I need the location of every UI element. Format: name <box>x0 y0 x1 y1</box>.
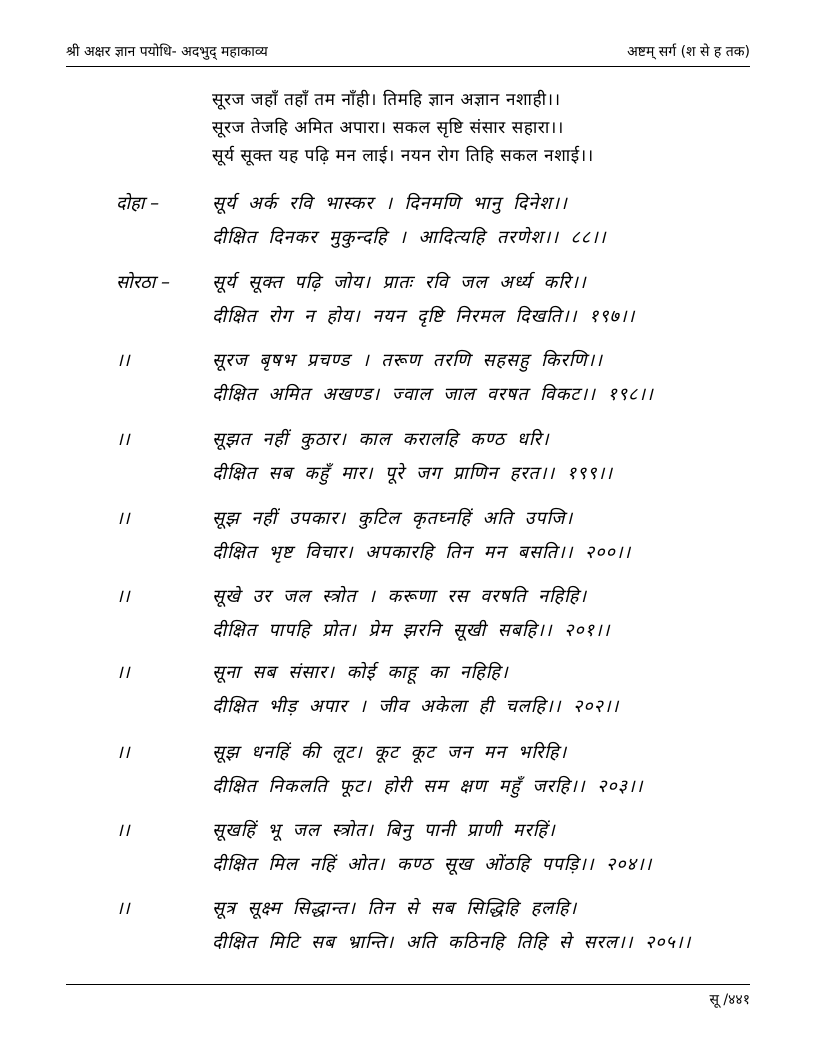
verse-line: सूझत नहीं कुठार। काल करालहि कण्ठ धरि। <box>212 429 550 450</box>
verse-line: दीक्षित भृष्ट विचार। अपकारहि तिन मन बसति।। २००।। <box>212 542 632 563</box>
verse-line: दीक्षित दिनकर मुकुन्दहि । आदित्यहि तरणेश।। ८८।। <box>212 227 607 248</box>
header-divider <box>66 66 750 67</box>
verse-soratha <box>116 266 736 334</box>
verse-label: ।। <box>116 662 130 683</box>
verse-line: दीक्षित सब कहुँ मार। पूरे जग प्राणिन हरत।। १९९।। <box>212 463 613 484</box>
verse-200 <box>116 502 736 570</box>
verse-label: दोहा – <box>116 193 160 214</box>
verse-199 <box>116 423 736 491</box>
verse-line: दीक्षित अमित अखण्ड। ज्वाल जाल वरषत विकट।। १९८।। <box>212 384 654 405</box>
verse-line: सूर्य अर्क रवि भास्कर । दिनमणि भानु दिनेश।। <box>212 193 568 214</box>
verse-label: ।। <box>116 586 130 607</box>
footer-divider <box>66 984 750 985</box>
chapter-title: अष्टम् सर्ग (श से ह तक) <box>627 44 750 60</box>
verse-line: दीक्षित रोग न होय। नयन दृष्टि निरमल दिखति।। १९७।। <box>212 306 636 327</box>
intro-line: सूरज तेजहि अमित अपारा। सकल सृष्टि संसार सहारा।। <box>212 118 564 138</box>
verse-label: ।। <box>116 429 130 450</box>
intro-line: सूरज जहाँ तहाँ तम नाँही। तिमहि ज्ञान अज्ञान नशाही।। <box>212 90 561 110</box>
verse-line: सूत्र सूक्ष्म सिद्धान्त। तिन से सब सिद्धिहि हलहि। <box>212 898 578 919</box>
verse-line: सूखहिं भू जल स्त्रोत। बिनु पानी प्राणी मरहिं। <box>212 820 556 841</box>
verse-line: सूना सब संसार। कोई काहू का नहिहि। <box>212 662 509 683</box>
verse-204 <box>116 814 736 882</box>
verse-line: सूझ धनहिं की लूट। कूट कूट जन मन भरिहि। <box>212 742 568 763</box>
verse-label: ।। <box>116 820 130 841</box>
verse-line: सूखे उर जल स्त्रोत । करूणा रस वरषति नहिहि। <box>212 586 587 607</box>
book-title: श्री अक्षर ज्ञान पयोधि- अदभुद् महाकाव्य <box>66 44 268 60</box>
verse-line: सूर्य सूक्त पढ़ि जोय। प्रातः रवि जल अर्ध्य करि।। <box>212 272 587 293</box>
verse-label: ।। <box>116 742 130 763</box>
verse-202 <box>116 656 736 724</box>
verse-line: सूझ नहीं उपकार। कुटिल कृतघ्नहिं अति उपजि। <box>212 508 574 529</box>
verse-label: सोरठा – <box>116 272 171 293</box>
verse-label: ।। <box>116 350 130 371</box>
page-header <box>66 38 750 62</box>
verse-198 <box>116 344 736 412</box>
intro-chaupai <box>212 86 692 170</box>
verse-doha <box>116 187 736 255</box>
verse-line: सूरज बृषभ प्रचण्ड । तरूण तरणि सहसहु किरणि।। <box>212 350 603 371</box>
verse-201 <box>116 580 736 648</box>
intro-line: सूर्य सूक्त यह पढ़ि मन लाई। नयन रोग तिहि सकल नशाई।। <box>212 146 594 166</box>
page-number: सू /४४१ <box>709 992 750 1008</box>
verse-line: दीक्षित भीड़ अपार । जीव अकेला ही चलहि।। २०२।। <box>212 696 620 717</box>
verse-205 <box>116 892 736 960</box>
verse-label: ।। <box>116 508 130 529</box>
verse-line: दीक्षित मिल नहिं ओत। कण्ठ सूख ओंठहि पपड़ि।। २०४।। <box>212 854 653 875</box>
verse-label: ।। <box>116 898 130 919</box>
verse-line: दीक्षित पापहि प्रोत। प्रेम झरनि सूखी सबहि।। २०१।। <box>212 620 611 641</box>
verse-line: दीक्षित मिटि सब भ्रान्ति। अति कठिनहि तिहि से सरल।। २०५।। <box>212 932 692 953</box>
verse-line: दीक्षित निकलति फूट। होरी सम क्षण महुँ जरहि।। २०३।। <box>212 776 644 797</box>
verse-203 <box>116 736 736 804</box>
